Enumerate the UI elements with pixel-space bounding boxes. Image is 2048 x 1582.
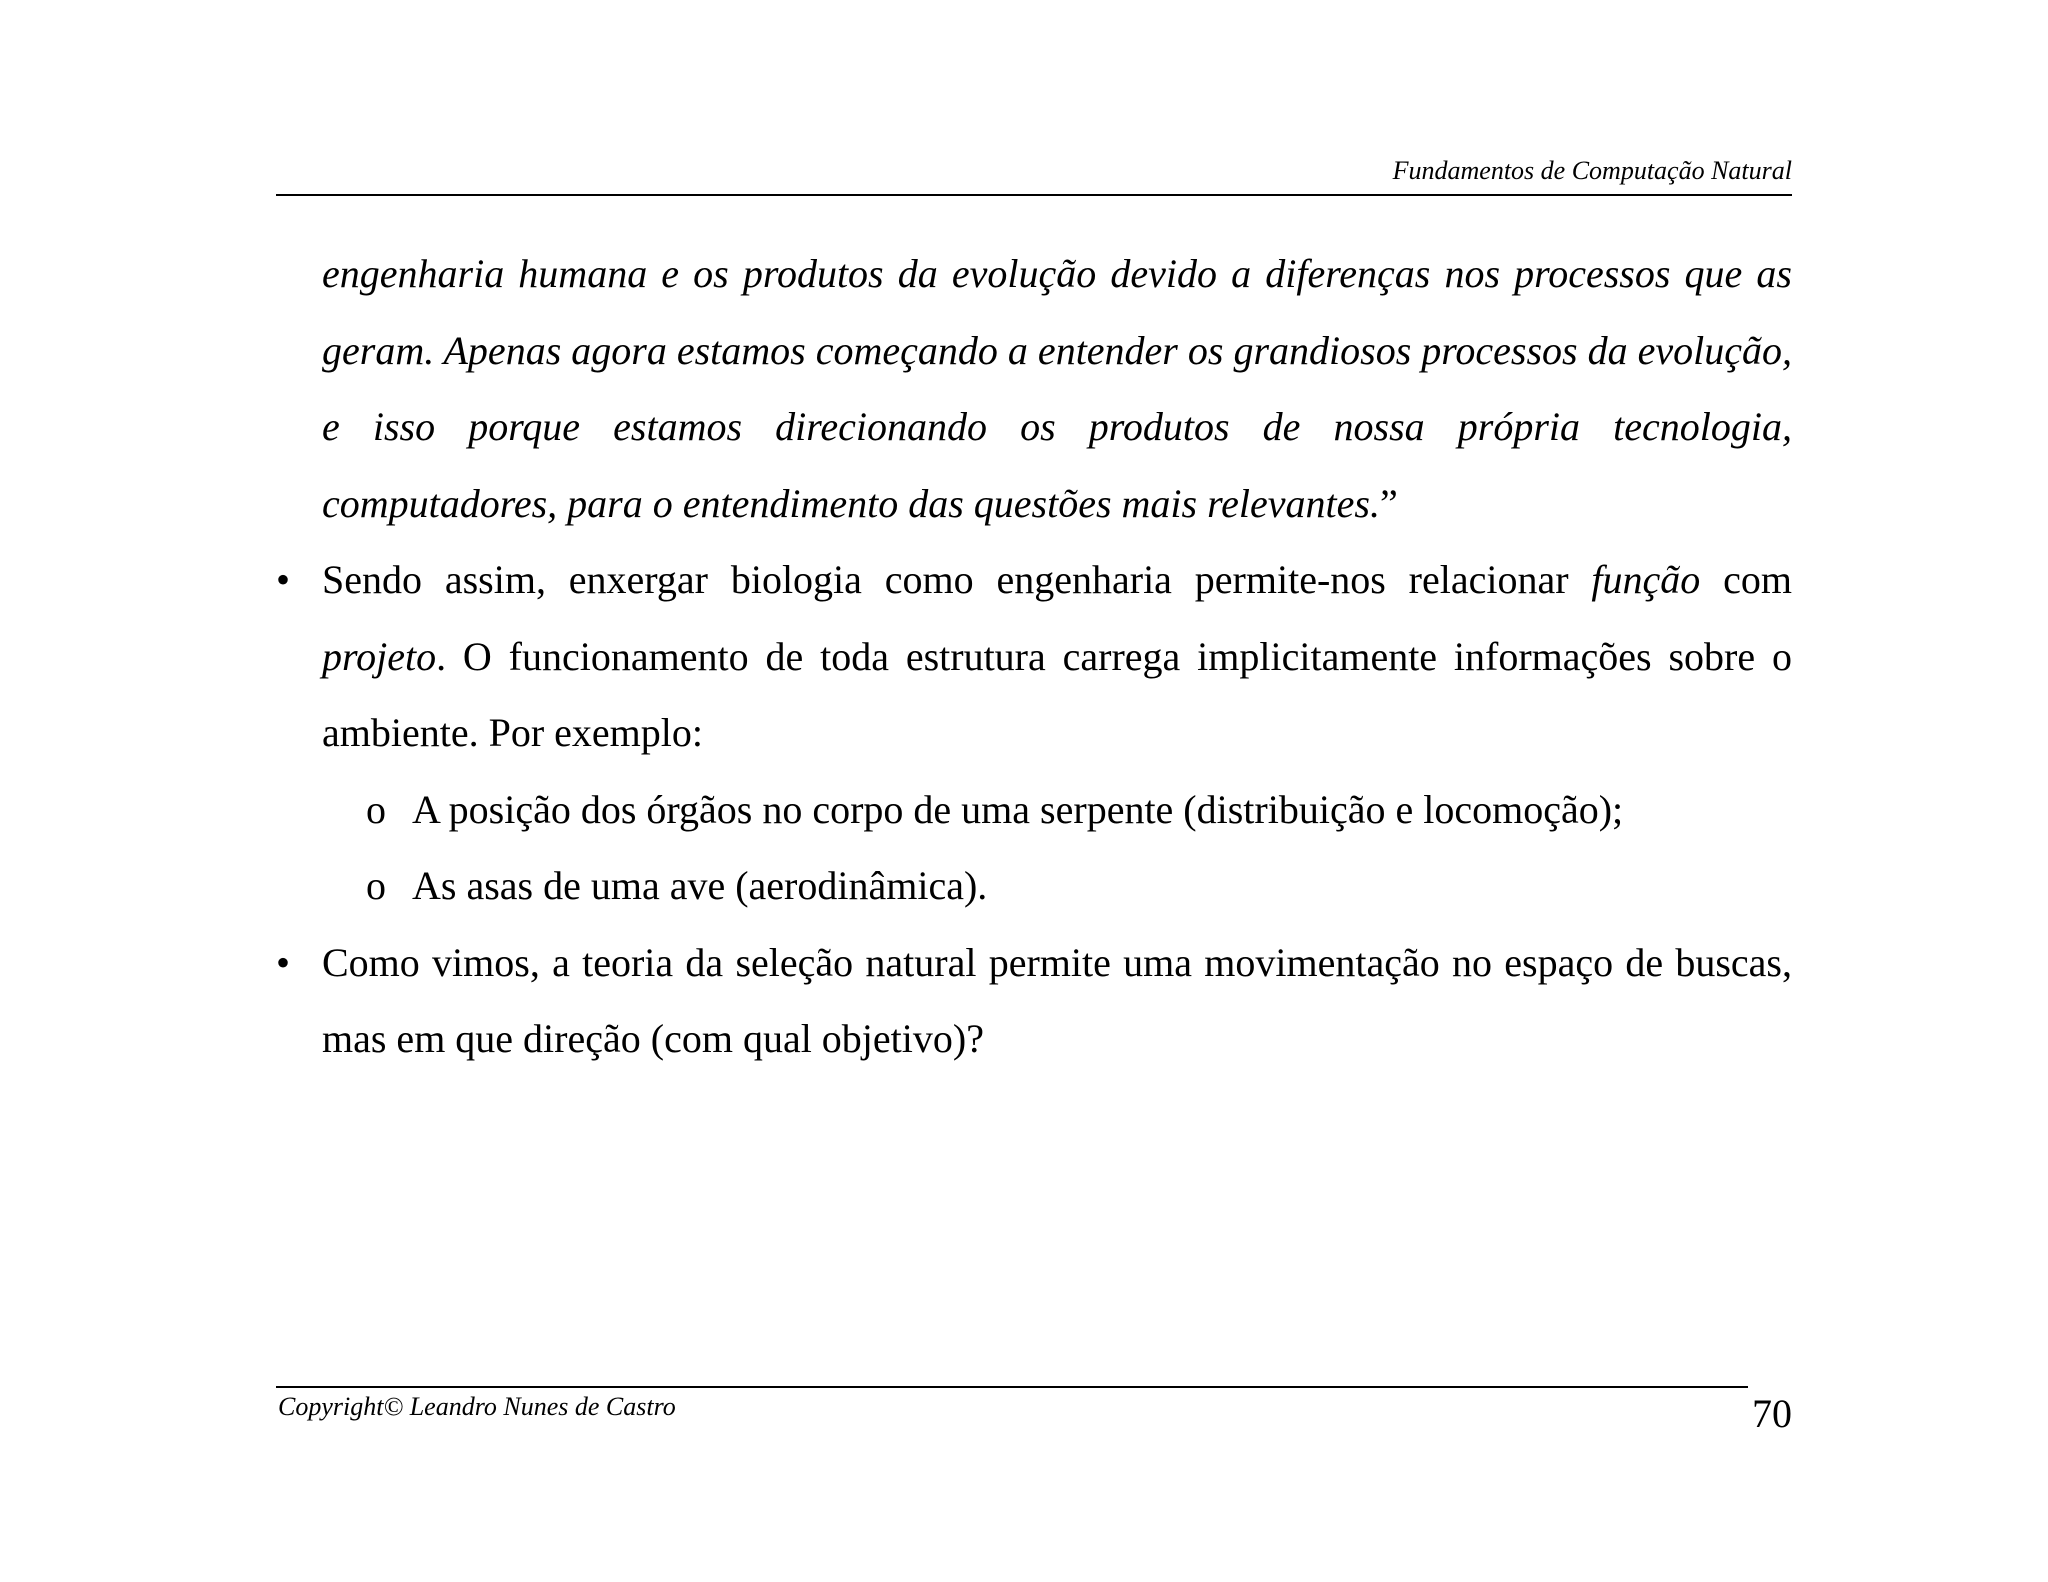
- emphasis-projeto: projeto: [322, 633, 437, 679]
- sub-item-serpent: [322, 772, 1792, 849]
- header-rule: [276, 194, 1792, 196]
- bullet-item-natural-selection: [276, 925, 1792, 1078]
- footer-rule: [276, 1386, 1748, 1388]
- bullet-text-part: . O funcionamento de toda estrutura carrega implicitamente informações sobre o ambiente. Por exemplo:: [322, 633, 1792, 755]
- page-number: 70: [1752, 1391, 1792, 1436]
- sub-item-text: As asas de uma ave (aerodinâmica).: [412, 863, 988, 908]
- running-header: Fundamentos de Computação Natural: [1392, 156, 1792, 185]
- quote-paragraph: [322, 236, 1792, 542]
- quote-text: engenharia humana e os produtos da evolução devido a diferenças nos processos que as geram. Apenas agora estamos começando a entender os grandiosos processos da evolução, e isso porque estamos direcionando os produtos de nossa própria tecnologia, computadores, para o entendimento das questões mais relevantes.: [322, 251, 1792, 526]
- footer-copyright: Copyright© Leandro Nunes de Castro: [278, 1392, 676, 1421]
- emphasis-funcao: função: [1591, 557, 1701, 602]
- bullet-item-biology-engineering: [276, 542, 1792, 925]
- quote-close-mark: ”: [1380, 480, 1398, 526]
- sub-bullet-icon: o: [366, 863, 386, 908]
- sub-item-bird-wings: [322, 848, 1792, 925]
- bullet-text-part: Sendo assim, enxergar biologia como engenharia permite-nos relacionar: [322, 557, 1592, 602]
- sub-bullet-icon: o: [366, 786, 386, 832]
- page-body: [276, 236, 1792, 1078]
- sub-bullet-list: [322, 772, 1792, 925]
- bullet-text-part: com: [1700, 557, 1792, 602]
- bullet-text: Como vimos, a teoria da seleção natural permite uma movimentação no espaço de buscas, mas em que direção (com qual objetivo)?: [322, 939, 1792, 1061]
- bullet-list: [276, 542, 1792, 1078]
- bullet-icon: •: [276, 939, 291, 985]
- sub-item-text: A posição dos órgãos no corpo de uma serpente (distribuição e locomoção);: [412, 786, 1624, 832]
- bullet-icon: •: [276, 557, 291, 602]
